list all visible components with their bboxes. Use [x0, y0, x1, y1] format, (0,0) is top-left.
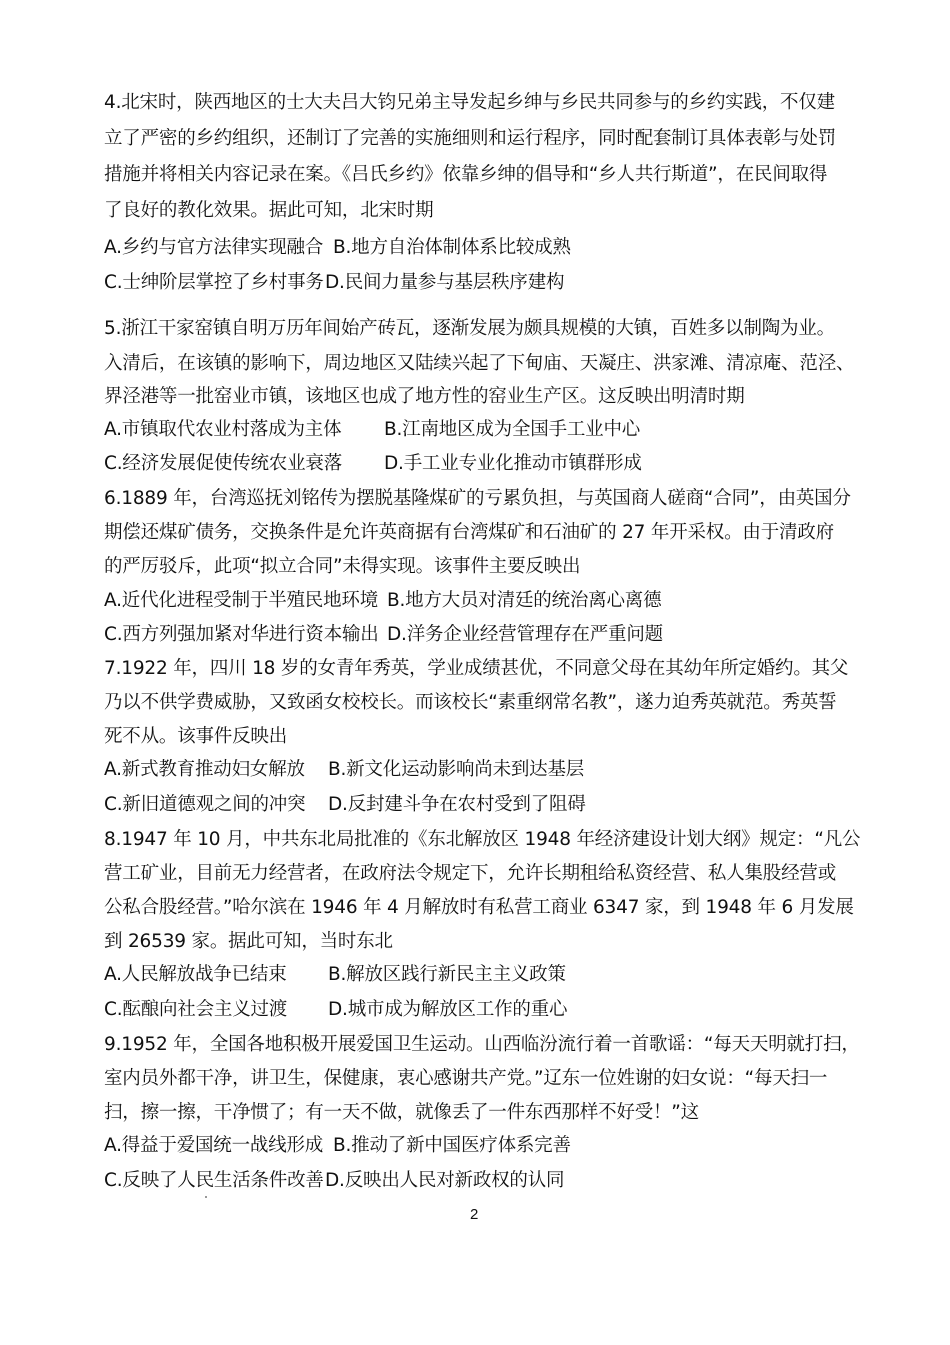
option-a: A.人民解放战争已结束: [104, 964, 287, 985]
question-stem-line: 措施并将相关内容记录在案。《吕氏乡约》依靠乡绅的倡导和“乡人共行斯道”，在民间取得: [104, 164, 828, 185]
option-d: D.洋务企业经营管理存在严重问题: [387, 624, 663, 645]
option-d: D.反封建斗争在农村受到了阻碍: [328, 794, 586, 815]
question-stem-line: 8.1947 年 10 月，中共东北局批准的《东北解放区 1948 年经济建设计划大纲》规定：“凡公: [104, 829, 861, 850]
question-stem-line: 7.1922 年，四川 18 岁的女青年秀英，学业成绩甚优，不同意父母在其幼年所定婚约。其父: [104, 658, 849, 679]
option-a: A.新式教育推动妇女解放: [104, 759, 305, 780]
option-d: D.城市成为解放区工作的重心: [328, 999, 568, 1020]
question-stem-line: 到 26539 家。据此可知，当时东北: [104, 931, 393, 952]
option-c: C.新旧道德观之间的冲突: [104, 794, 306, 815]
option-b: B.地方自治体制体系比较成熟: [333, 237, 571, 258]
option-b: B.新文化运动影响尚未到达基层: [328, 759, 585, 780]
question-stem-line: 9.1952 年，全国各地积极开展爱国卫生运动。山西临汾流行着一首歌谣：“每天天明就打扫，: [104, 1034, 860, 1055]
question-stem-line: 扫，擦一擦，干净惯了；有一天不做，就像丢了一件东西那样不好受！”这: [104, 1102, 699, 1123]
option-a: A.市镇取代农业村落成为主体: [104, 419, 342, 440]
question-stem-line: 公私合股经营。”哈尔滨在 1946 年 4 月解放时有私营工商业 6347 家，到 1948 年 6 月发展: [104, 897, 854, 918]
option-b: B.江南地区成为全国手工业中心: [384, 419, 641, 440]
question-stem-line: 死不从。该事件反映出: [104, 726, 288, 747]
page-number: 2: [470, 1206, 479, 1223]
question-stem-line: 营工矿业，目前无力经营者，在政府法令规定下，允许长期租给私资经营、私人集股经营或: [104, 863, 837, 884]
question-stem-line: 期偿还煤矿债务，交换条件是允许英商据有台湾煤矿和石油矿的 27 年开采权。由于清政府: [104, 522, 834, 543]
option-c: C.经济发展促使传统农业衰落: [104, 453, 342, 474]
option-d: D.反映出人民对新政权的认同: [325, 1170, 565, 1191]
option-c: C.士绅阶层掌控了乡村事务: [104, 272, 324, 293]
option-d: D.手工业专业化推动市镇群形成: [384, 453, 642, 474]
question-stem-line: 室内员外都干净，讲卫生，保健康，衷心感谢共产党。”辽东一位姓谢的妇女说：“每天扫一: [104, 1068, 828, 1089]
option-d: D.民间力量参与基层秩序建构: [325, 272, 565, 293]
question-stem-line: 4.北宋时，陕西地区的士大夫吕大钧兄弟主导发起乡绅与乡民共同参与的乡约实践，不仅建: [104, 92, 835, 113]
option-a: A.得益于爱国统一战线形成: [104, 1135, 324, 1156]
option-a: A.近代化进程受制于半殖民地环境: [104, 590, 379, 611]
question-stem-line: 5.浙江干家窑镇自明万历年间始产砖瓦，逐渐发展为颇具规模的大镇，百姓多以制陶为业。: [104, 318, 835, 339]
option-a: A.乡约与官方法律实现融合: [104, 237, 324, 258]
question-stem-line: 立了严密的乡约组织，还制订了完善的实施细则和运行程序，同时配套制订具体表彰与处罚: [104, 128, 837, 149]
question-stem-line: 乃以不供学费威胁，又致函女校校长。而该校长“素重纲常名教”，遂力迫秀英就范。秀英誓: [104, 692, 837, 713]
question-stem-line: 的严厉驳斥，此项“拟立合同”未得实现。该事件主要反映出: [104, 556, 581, 577]
stray-mark: [205, 1196, 207, 1198]
option-c: C.反映了人民生活条件改善: [104, 1170, 324, 1191]
option-b: B.解放区践行新民主主义政策: [328, 964, 566, 985]
question-stem-line: 界泾港等一批窑业市镇，该地区也成了地方性的窑业生产区。这反映出明清时期: [104, 386, 745, 407]
option-c: C.西方列强加紧对华进行资本输出: [104, 624, 379, 645]
question-stem-line: 6.1889 年，台湾巡抚刘铭传为摆脱基隆煤矿的亏累负担，与英国商人磋商“合同”，由英国分: [104, 488, 851, 509]
option-b: B.地方大员对清廷的统治离心离德: [387, 590, 662, 611]
option-c: C.酝酿向社会主义过渡: [104, 999, 288, 1020]
option-b: B.推动了新中国医疗体系完善: [333, 1135, 571, 1156]
question-stem-line: 了良好的教化效果。据此可知，北宋时期: [104, 200, 434, 221]
question-stem-line: 入清后，在该镇的影响下，周边地区又陆续兴起了下甸庙、天凝庄、洪家滩、清凉庵、范泾、: [104, 353, 855, 374]
